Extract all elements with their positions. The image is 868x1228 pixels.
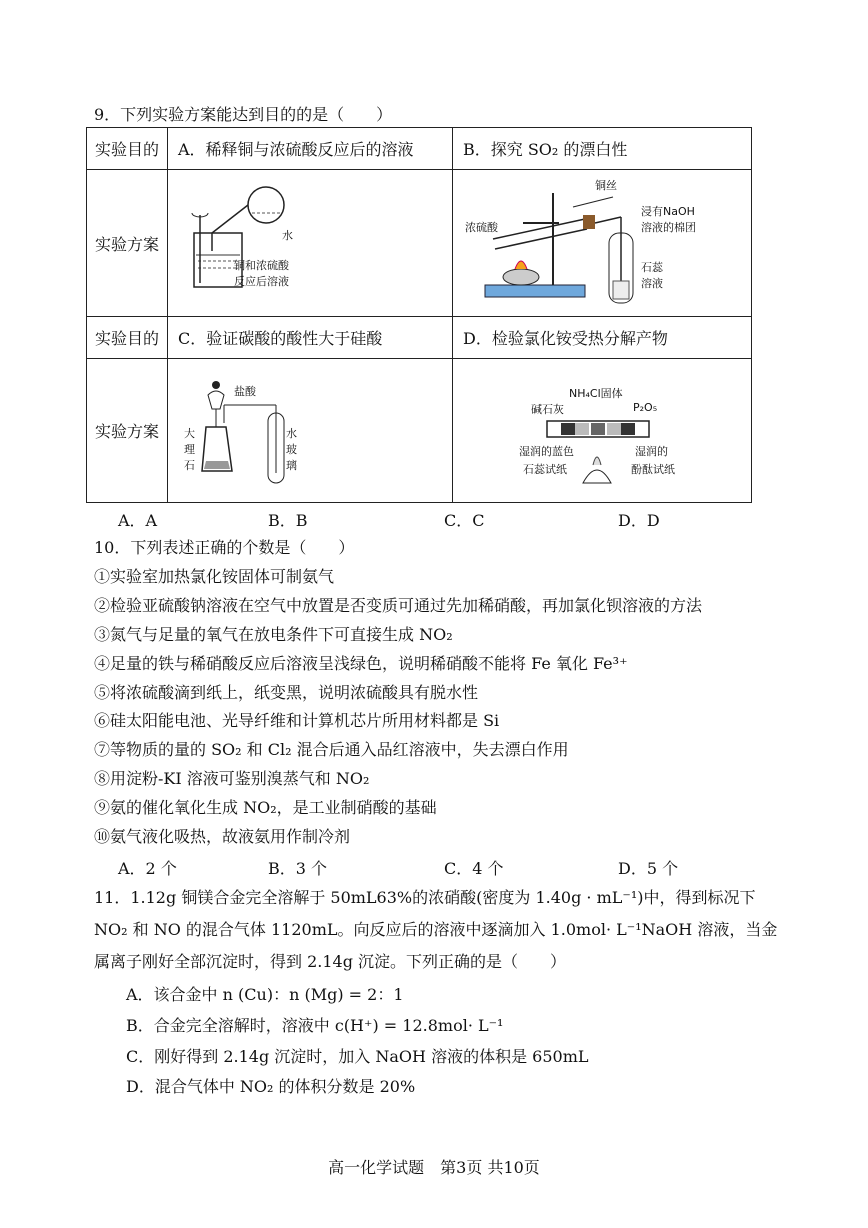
- q9-option-d[interactable]: D．D: [618, 511, 660, 530]
- q11-option-c[interactable]: C．刚好得到 2.14g 沉淀时，加入 NaOH 溶液的体积是 650mL: [126, 1047, 589, 1066]
- q10-option-b[interactable]: B．3 个: [268, 859, 328, 878]
- label-cu-wire: 铜丝: [595, 179, 617, 192]
- label-water: 水: [282, 229, 293, 242]
- label-litmus-paper: 石蕊试纸: [523, 462, 567, 476]
- label-bo: 玻: [286, 442, 297, 456]
- label-p2o5: P₂O₅: [633, 400, 658, 414]
- label-da: 大: [184, 426, 195, 440]
- label-hcl: 盐酸: [234, 384, 256, 398]
- q10-item-7: ⑦等物质的量的 SO₂ 和 Cl₂ 混合后通入品红溶液中，失去漂白作用: [94, 740, 569, 759]
- page-footer: 高一化学试题 第3页 共10页: [328, 1158, 540, 1177]
- q9-stem: 9．下列实验方案能达到目的的是（ ）: [94, 105, 393, 124]
- label-shui: 水: [286, 426, 297, 440]
- q11-option-b[interactable]: B．合金完全溶解时，溶液中 c(H⁺) = 12.8mol· L⁻¹: [126, 1016, 504, 1035]
- goal-b: B．探究 SO₂ 的漂白性: [453, 128, 752, 170]
- label-phenol-paper: 酚酞试纸: [631, 462, 675, 476]
- q10-item-10: ⑩氨气液化吸热，故液氨用作制冷剂: [94, 827, 351, 846]
- acidity-apparatus-icon: [178, 361, 438, 501]
- label-conc-h2so4: 浓硫酸: [465, 221, 498, 234]
- q10-option-a[interactable]: A．2 个: [118, 859, 177, 878]
- q10-item-8: ⑧用淀粉-KI 溶液可鉴别溴蒸气和 NO₂: [94, 769, 370, 788]
- nh4cl-decomposition-apparatus-icon: [463, 361, 733, 501]
- q10-stem: 10．下列表述正确的个数是（ ）: [94, 538, 355, 557]
- label-cotton: 溶液的棉团: [641, 221, 696, 234]
- label-blue-litmus: 湿润的蓝色: [519, 444, 574, 458]
- row-head-goal-2: 实验目的: [87, 317, 168, 359]
- label-cu-h2so4: 铜和浓硫酸: [234, 259, 289, 272]
- q11-line-2: NO₂ 和 NO 的混合气体 1120mL。向反应后的溶液中逐滴加入 1.0mol· L⁻¹NaOH 溶液，当金: [94, 920, 778, 939]
- q9-option-c[interactable]: C．C: [444, 511, 485, 530]
- q10-item-2: ②检验亚硫酸钠溶液在空气中放置是否变质可通过先加稀硝酸，再加氯化钡溶液的方法: [94, 596, 703, 615]
- dilution-apparatus-icon: [178, 173, 438, 313]
- row-head-plan-2: 实验方案: [87, 359, 168, 503]
- q10-item-1: ①实验室加热氯化铵固体可制氨气: [94, 567, 335, 586]
- q10-item-4: ④足量的铁与稀硝酸反应后溶液呈浅绿色，说明稀硝酸不能将 Fe 氧化 Fe³⁺: [94, 654, 628, 673]
- q10-item-3: ③氮气与足量的氧气在放电条件下可直接生成 NO₂: [94, 625, 453, 644]
- q11-option-d[interactable]: D．混合气体中 NO₂ 的体积分数是 20%: [126, 1077, 416, 1096]
- figure-a: [168, 170, 453, 317]
- q10-item-9: ⑨氨的催化氧化生成 NO₂，是工业制硝酸的基础: [94, 798, 437, 817]
- goal-d: D．检验氯化铵受热分解产物: [453, 317, 752, 359]
- q9-option-b[interactable]: B．B: [268, 511, 308, 530]
- row-head-plan: 实验方案: [87, 170, 168, 317]
- q11-option-a[interactable]: A．该合金中 n (Cu)：n (Mg) = 2：1: [126, 985, 404, 1004]
- label-after-solution: 反应后溶液: [234, 275, 289, 288]
- q10-item-5: ⑤将浓硫酸滴到纸上，纸变黑，说明浓硫酸具有脱水性: [94, 683, 479, 702]
- label-naoh: 浸有NaOH: [641, 205, 695, 218]
- q10-option-c[interactable]: C．4 个: [444, 859, 504, 878]
- goal-c: C．验证碳酸的酸性大于硅酸: [168, 317, 453, 359]
- label-nh4cl: NH₄Cl固体: [569, 386, 623, 400]
- label-solution: 溶液: [641, 277, 663, 290]
- label-shi: 石: [184, 458, 195, 472]
- figure-c: [168, 359, 453, 503]
- label-moist: 湿润的: [635, 444, 668, 458]
- q11-line-1: 11．1.12g 铜镁合金完全溶解于 50mL63%的浓硝酸(密度为 1.40g · mL⁻¹)中，得到标况下: [94, 888, 756, 907]
- q9-table: [86, 127, 752, 503]
- q11-line-3: 属离子刚好全部沉淀时，得到 2.14g 沉淀。下列正确的是（ ）: [94, 952, 567, 971]
- row-head-goal: 实验目的: [87, 128, 168, 170]
- goal-a: A．稀释铜与浓硫酸反应后的溶液: [168, 128, 453, 170]
- label-li2: 璃: [286, 458, 297, 472]
- figure-b: [453, 170, 752, 317]
- q10-option-d[interactable]: D．5 个: [618, 859, 679, 878]
- so2-bleaching-apparatus-icon: [463, 173, 733, 313]
- q10-item-6: ⑥硅太阳能电池、光导纤维和计算机芯片所用材料都是 Si: [94, 711, 500, 730]
- q9-option-a[interactable]: A．A: [118, 511, 158, 530]
- label-li: 理: [184, 442, 195, 456]
- figure-d: [453, 359, 752, 503]
- label-litmus: 石蕊: [641, 261, 663, 274]
- label-soda-lime: 碱石灰: [531, 402, 564, 416]
